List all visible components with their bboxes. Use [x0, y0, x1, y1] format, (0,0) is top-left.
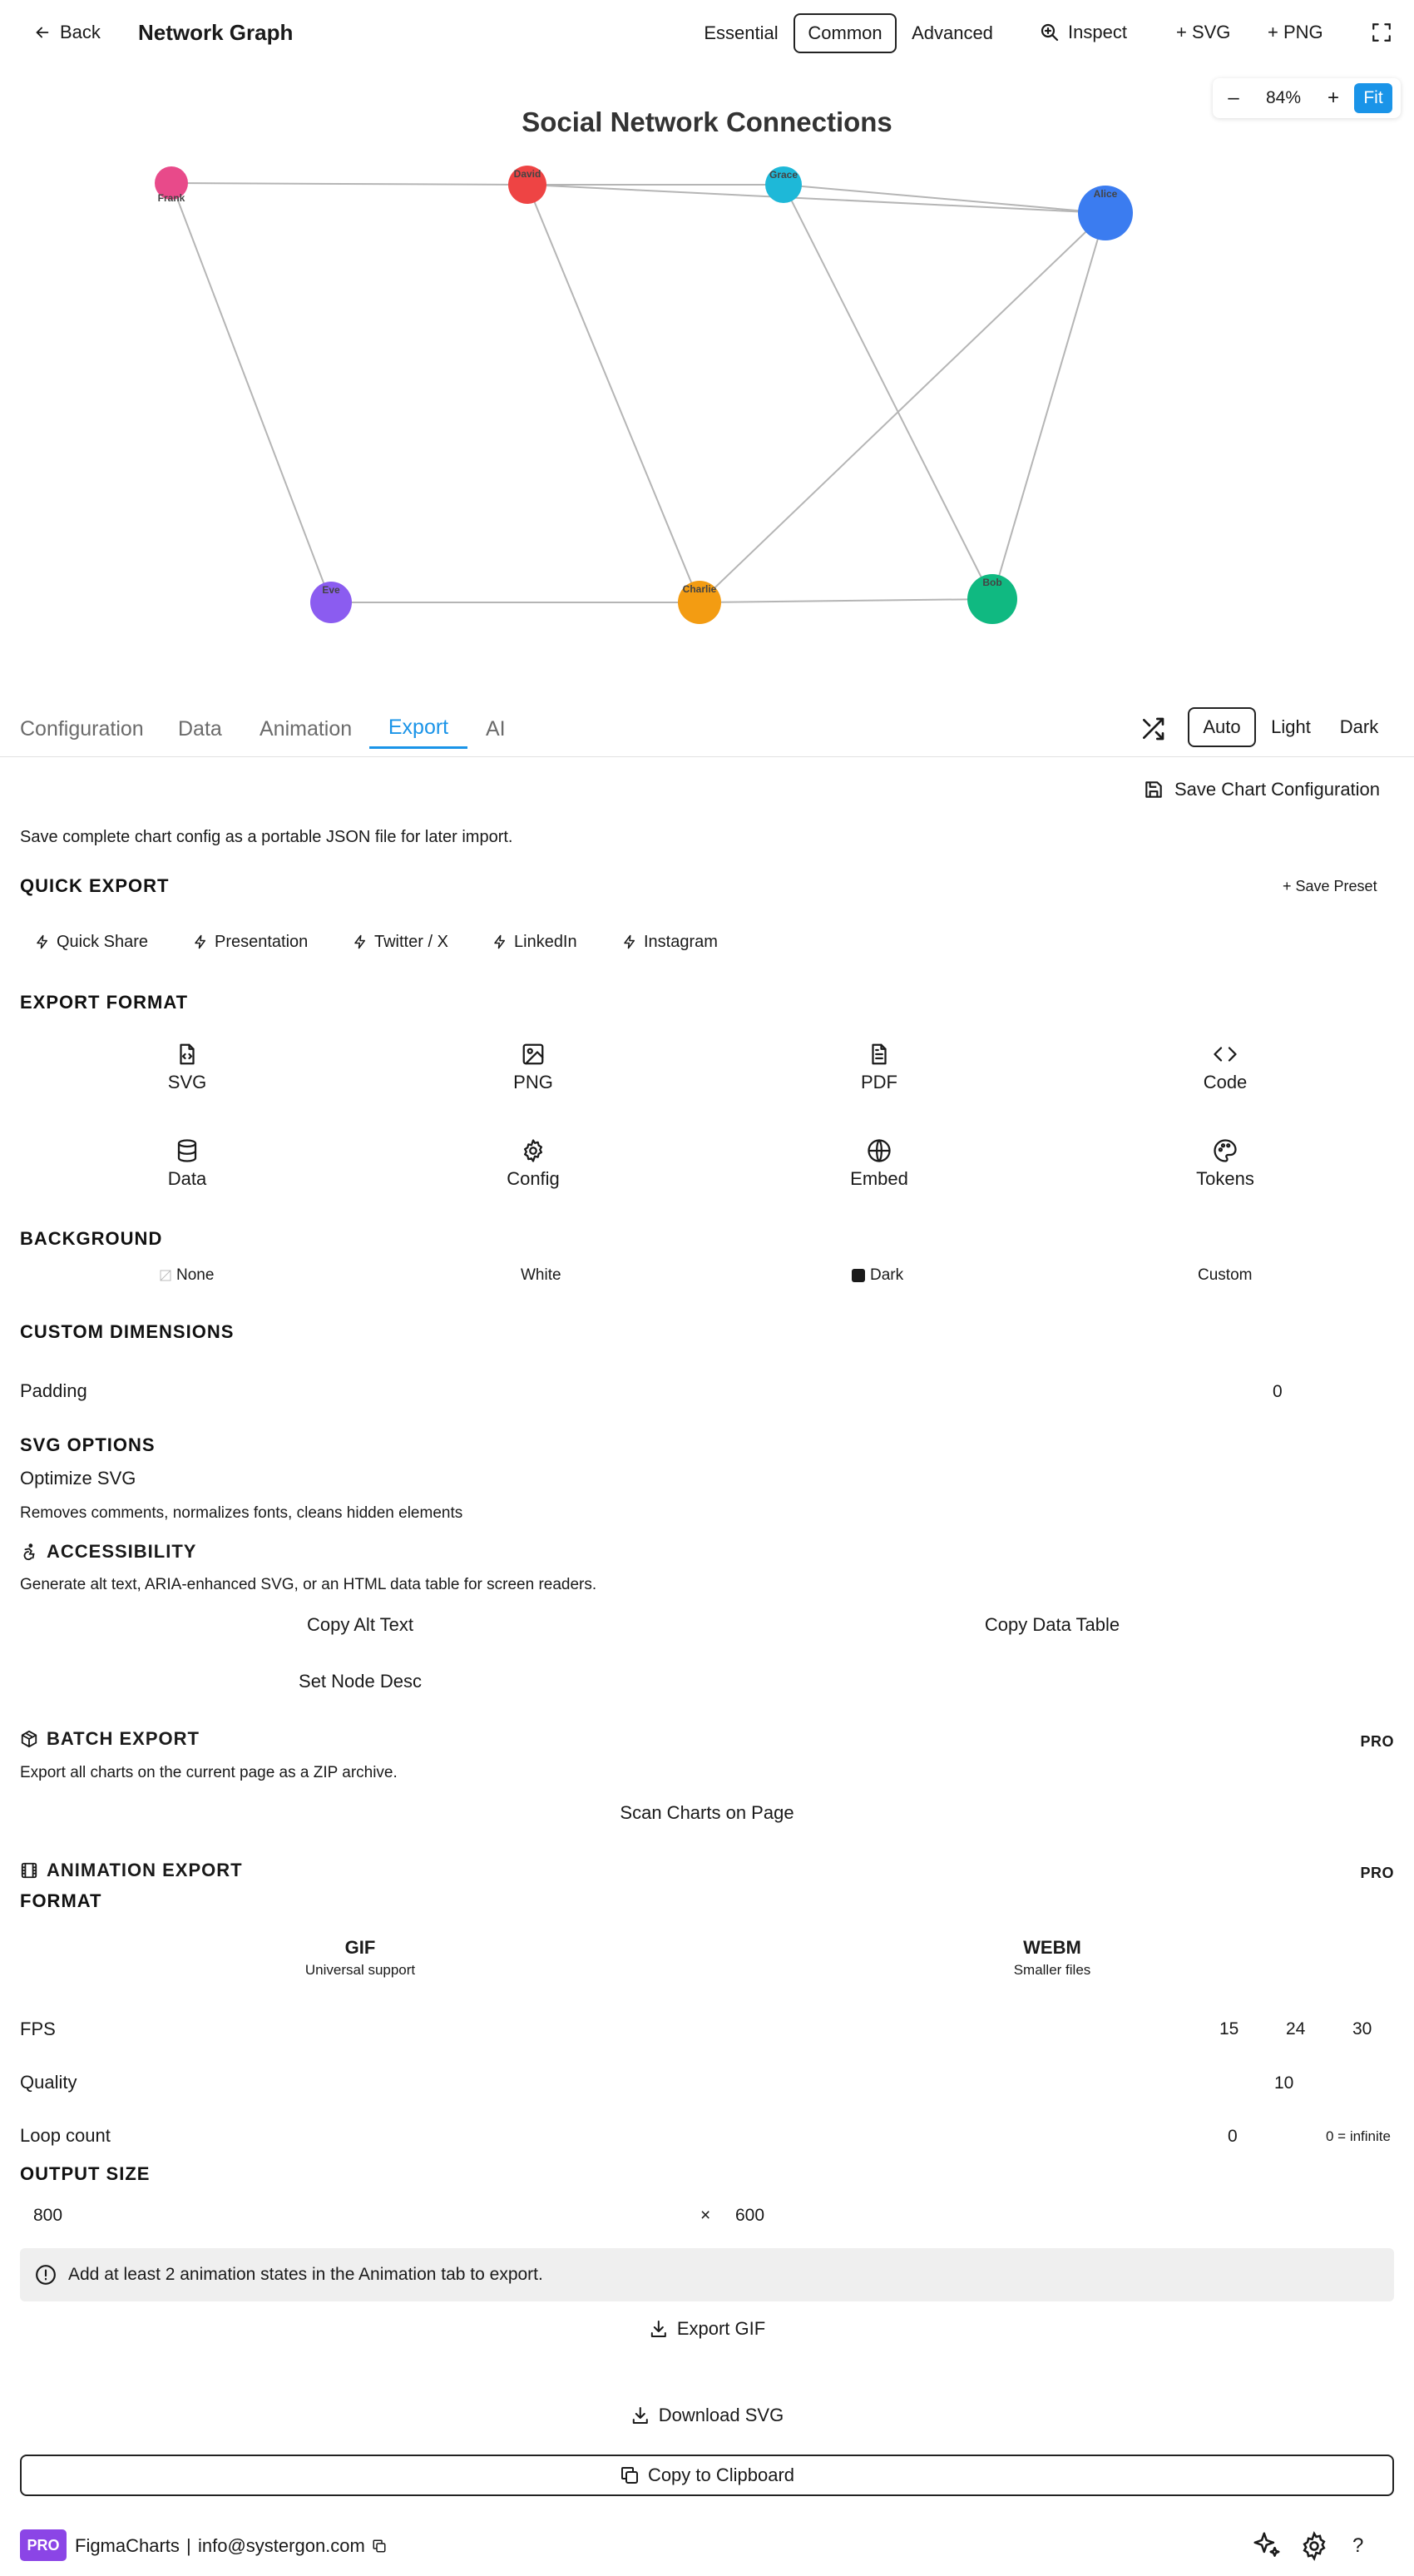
svg-options-heading: SVG OPTIONS — [20, 1434, 156, 1455]
zap-icon — [35, 934, 50, 949]
copy-alt-text-button[interactable]: Copy Alt Text — [307, 1614, 413, 1635]
help-button[interactable]: ? — [1352, 2534, 1364, 2557]
save-icon — [1143, 779, 1164, 800]
format-label: PNG — [513, 1072, 553, 1092]
transparent-icon — [160, 1270, 171, 1281]
copy-data-table-button[interactable]: Copy Data Table — [984, 1614, 1120, 1635]
quick-export-heading: QUICK EXPORT — [20, 875, 170, 896]
globe-icon — [867, 1138, 892, 1163]
code-icon — [1213, 1042, 1238, 1067]
export-gif-button[interactable]: Export GIF — [649, 2318, 765, 2340]
format-config-button[interactable] — [450, 1138, 616, 1190]
file-code-icon — [175, 1042, 200, 1067]
zoom-level: 84% — [1265, 88, 1302, 107]
quick-export-preset[interactable] — [193, 928, 308, 956]
format-label: Tokens — [1196, 1168, 1254, 1189]
preset-label: Presentation — [215, 932, 309, 951]
copy-clipboard-button[interactable]: Copy to Clipboard — [20, 2455, 1394, 2496]
loop-count-label: Loop count — [20, 2125, 111, 2146]
theme-light[interactable]: Light — [1271, 716, 1311, 737]
graph-edge — [171, 183, 527, 185]
tab-animation[interactable]: Animation — [260, 716, 353, 741]
copy-icon — [372, 2539, 387, 2554]
format-label: Code — [1203, 1072, 1248, 1092]
graph-title: Social Network Connections — [522, 107, 892, 137]
scan-charts-button[interactable]: Scan Charts on Page — [620, 1802, 794, 1823]
animation-export-heading: ANIMATION EXPORT — [47, 1860, 243, 1880]
arrow-left-icon — [33, 23, 52, 42]
graph-edge — [992, 213, 1105, 599]
save-config-desc: Save complete chart config as a portable JSON file for later import. — [20, 828, 513, 846]
padding-input[interactable]: 0 — [1273, 1382, 1283, 1401]
fps-30-option[interactable]: 30 — [1352, 2019, 1372, 2039]
batch-pro-badge: PRO — [1360, 1733, 1394, 1750]
format-data-button[interactable] — [104, 1138, 270, 1190]
download-svg-button[interactable]: Download SVG — [630, 2405, 784, 2426]
graph-node-label: Bob — [982, 577, 1002, 588]
quick-export-preset[interactable] — [35, 928, 148, 956]
quick-export-preset[interactable] — [492, 928, 577, 956]
gif-sublabel: Universal support — [304, 1962, 416, 1978]
format-gif-option[interactable] — [305, 1937, 415, 1979]
film-icon — [20, 1861, 38, 1880]
graph-edge — [784, 185, 992, 599]
download-icon — [649, 2319, 669, 2339]
format-pdf-button[interactable] — [796, 1042, 962, 1093]
settings-button[interactable] — [1299, 2531, 1329, 2561]
pro-badge[interactable]: PRO — [20, 2529, 67, 2561]
preset-label: Instagram — [644, 932, 718, 951]
gear-icon — [521, 1138, 546, 1163]
back-button[interactable]: Back — [33, 15, 101, 50]
email-link[interactable]: info@systergon.com — [198, 2535, 387, 2557]
accessibility-heading: ACCESSIBILITY — [47, 1541, 197, 1562]
zoom-out-button[interactable]: – — [1228, 87, 1239, 109]
output-width-input[interactable]: 800 — [33, 2206, 63, 2225]
theme-dark[interactable]: Dark — [1339, 716, 1379, 737]
save-preset-button[interactable]: + Save Preset — [1283, 878, 1377, 894]
quality-input[interactable]: 10 — [1274, 2073, 1294, 2093]
anim-format-heading: FORMAT — [20, 1890, 102, 1911]
tab-data[interactable]: Data — [178, 716, 222, 741]
add-png-button[interactable]: + PNG — [1268, 22, 1323, 42]
package-icon — [20, 1730, 38, 1748]
animation-notice — [20, 2248, 1394, 2301]
graph-edge — [700, 213, 1105, 602]
graph-node-label: Eve — [322, 584, 340, 596]
zap-icon — [193, 934, 208, 949]
optimize-svg-toggle[interactable]: Optimize SVG — [20, 1468, 136, 1489]
format-label: Embed — [850, 1168, 908, 1189]
accessibility-heading-row — [20, 1541, 196, 1563]
quick-export-preset[interactable] — [622, 928, 718, 956]
brand-name: FigmaCharts — [75, 2535, 180, 2556]
theme-auto[interactable]: Auto — [1188, 707, 1256, 747]
tab-export[interactable]: Export — [369, 709, 467, 749]
format-label: PDF — [861, 1072, 897, 1092]
graph-edge — [700, 599, 992, 602]
gif-label: GIF — [344, 1937, 376, 1958]
format-tokens-button[interactable] — [1142, 1138, 1308, 1190]
shuffle-button[interactable] — [1140, 716, 1166, 742]
dimensions-heading: CUSTOM DIMENSIONS — [20, 1321, 235, 1342]
bg-white-option[interactable]: White — [521, 1266, 561, 1284]
mode-essential[interactable]: Essential — [704, 22, 779, 43]
mode-common[interactable]: Common — [794, 13, 897, 53]
info-icon — [35, 2264, 57, 2286]
set-node-desc-button[interactable]: Set Node Desc — [299, 1671, 422, 1692]
times-symbol: × — [700, 2206, 711, 2225]
zap-icon — [622, 934, 637, 949]
quick-export-preset[interactable] — [353, 928, 448, 956]
graph-edge — [527, 185, 1105, 213]
zoom-in-icon — [1040, 22, 1060, 42]
tab-divider — [0, 756, 1414, 757]
format-label: SVG — [167, 1072, 207, 1092]
save-config-button[interactable]: Save Chart Configuration — [1143, 779, 1380, 800]
output-height-input[interactable]: 600 — [735, 2206, 765, 2225]
format-webm-option[interactable] — [1014, 1937, 1091, 1979]
graph-node-label: Frank — [157, 192, 185, 204]
fps-label: FPS — [20, 2019, 56, 2039]
webm-sublabel: Smaller files — [1013, 1962, 1091, 1978]
mode-advanced[interactable]: Advanced — [912, 22, 993, 43]
network-graph[interactable] — [0, 141, 1414, 641]
bg-custom-option[interactable]: Custom — [1198, 1266, 1253, 1284]
graph-edge — [171, 183, 331, 602]
padding-label: Padding — [20, 1380, 87, 1401]
graph-node-label: Grace — [769, 169, 798, 181]
inspect-button[interactable]: Inspect — [1040, 15, 1127, 50]
expand-icon — [1371, 22, 1392, 43]
batch-export-desc: Export all charts on the current page as a ZIP archive. — [20, 1764, 398, 1781]
shuffle-icon — [1140, 716, 1166, 742]
tab-ai[interactable]: AI — [486, 716, 506, 741]
palette-icon — [1213, 1138, 1238, 1163]
loop-hint: 0 = infinite — [1326, 2128, 1391, 2144]
tab-configuration[interactable]: Configuration — [20, 716, 144, 741]
graph-node-label: David — [513, 168, 541, 180]
output-size-heading: OUTPUT SIZE — [20, 2163, 151, 2184]
sparkles-icon — [1251, 2529, 1283, 2561]
bg-none-option[interactable]: None — [160, 1266, 214, 1285]
zap-icon — [492, 934, 507, 949]
page-title: Network Graph — [138, 19, 294, 45]
zoom-in-button[interactable]: + — [1327, 87, 1339, 109]
preset-label: Quick Share — [57, 932, 149, 951]
optimize-svg-desc: Removes comments, normalizes fonts, cleans hidden elements — [20, 1504, 463, 1522]
preset-label: Twitter / X — [374, 932, 448, 951]
graph-node-label: Charlie — [682, 583, 717, 595]
fullscreen-button[interactable] — [1371, 15, 1392, 50]
webm-label: WEBM — [1023, 1937, 1081, 1958]
gear-icon — [1299, 2531, 1329, 2561]
animation-pro-badge: PRO — [1360, 1865, 1394, 1881]
copy-icon — [620, 2465, 640, 2485]
format-svg-button[interactable] — [104, 1042, 270, 1093]
batch-export-heading-row — [20, 1728, 200, 1750]
export-format-heading: EXPORT FORMAT — [20, 992, 189, 1013]
download-icon — [630, 2405, 650, 2425]
database-icon — [175, 1138, 200, 1163]
loop-count-input[interactable]: 0 — [1228, 2127, 1238, 2146]
background-heading: BACKGROUND — [20, 1228, 163, 1249]
footer-separator: | — [186, 2535, 191, 2556]
format-label: Config — [507, 1168, 560, 1189]
accessibility-icon — [20, 1543, 38, 1561]
fps-24-option[interactable]: 24 — [1286, 2019, 1306, 2039]
quality-label: Quality — [20, 2072, 77, 2093]
format-png-button[interactable] — [450, 1042, 616, 1093]
bg-dark-option[interactable]: Dark — [852, 1266, 903, 1285]
add-svg-button[interactable]: + SVG — [1176, 22, 1231, 42]
zap-icon — [353, 934, 368, 949]
accessibility-desc: Generate alt text, ARIA-enhanced SVG, or an HTML data table for screen readers. — [20, 1576, 597, 1593]
ai-sparkle-button[interactable] — [1251, 2529, 1283, 2561]
dark-swatch-icon — [852, 1269, 865, 1282]
notice-text: Add at least 2 animation states in the Animation tab to export. — [68, 2265, 543, 2284]
image-icon — [521, 1042, 546, 1067]
format-code-button[interactable] — [1142, 1042, 1308, 1093]
graph-edge — [527, 185, 700, 602]
batch-export-heading: BATCH EXPORT — [47, 1728, 200, 1749]
graph-node-label: Alice — [1093, 188, 1118, 200]
file-text-icon — [867, 1042, 892, 1067]
fps-15-option[interactable]: 15 — [1219, 2019, 1239, 2039]
animation-export-heading-row — [20, 1860, 243, 1881]
format-embed-button[interactable] — [796, 1138, 962, 1190]
format-label: Data — [167, 1168, 207, 1189]
fit-button[interactable]: Fit — [1354, 83, 1392, 113]
preset-label: LinkedIn — [514, 932, 577, 951]
